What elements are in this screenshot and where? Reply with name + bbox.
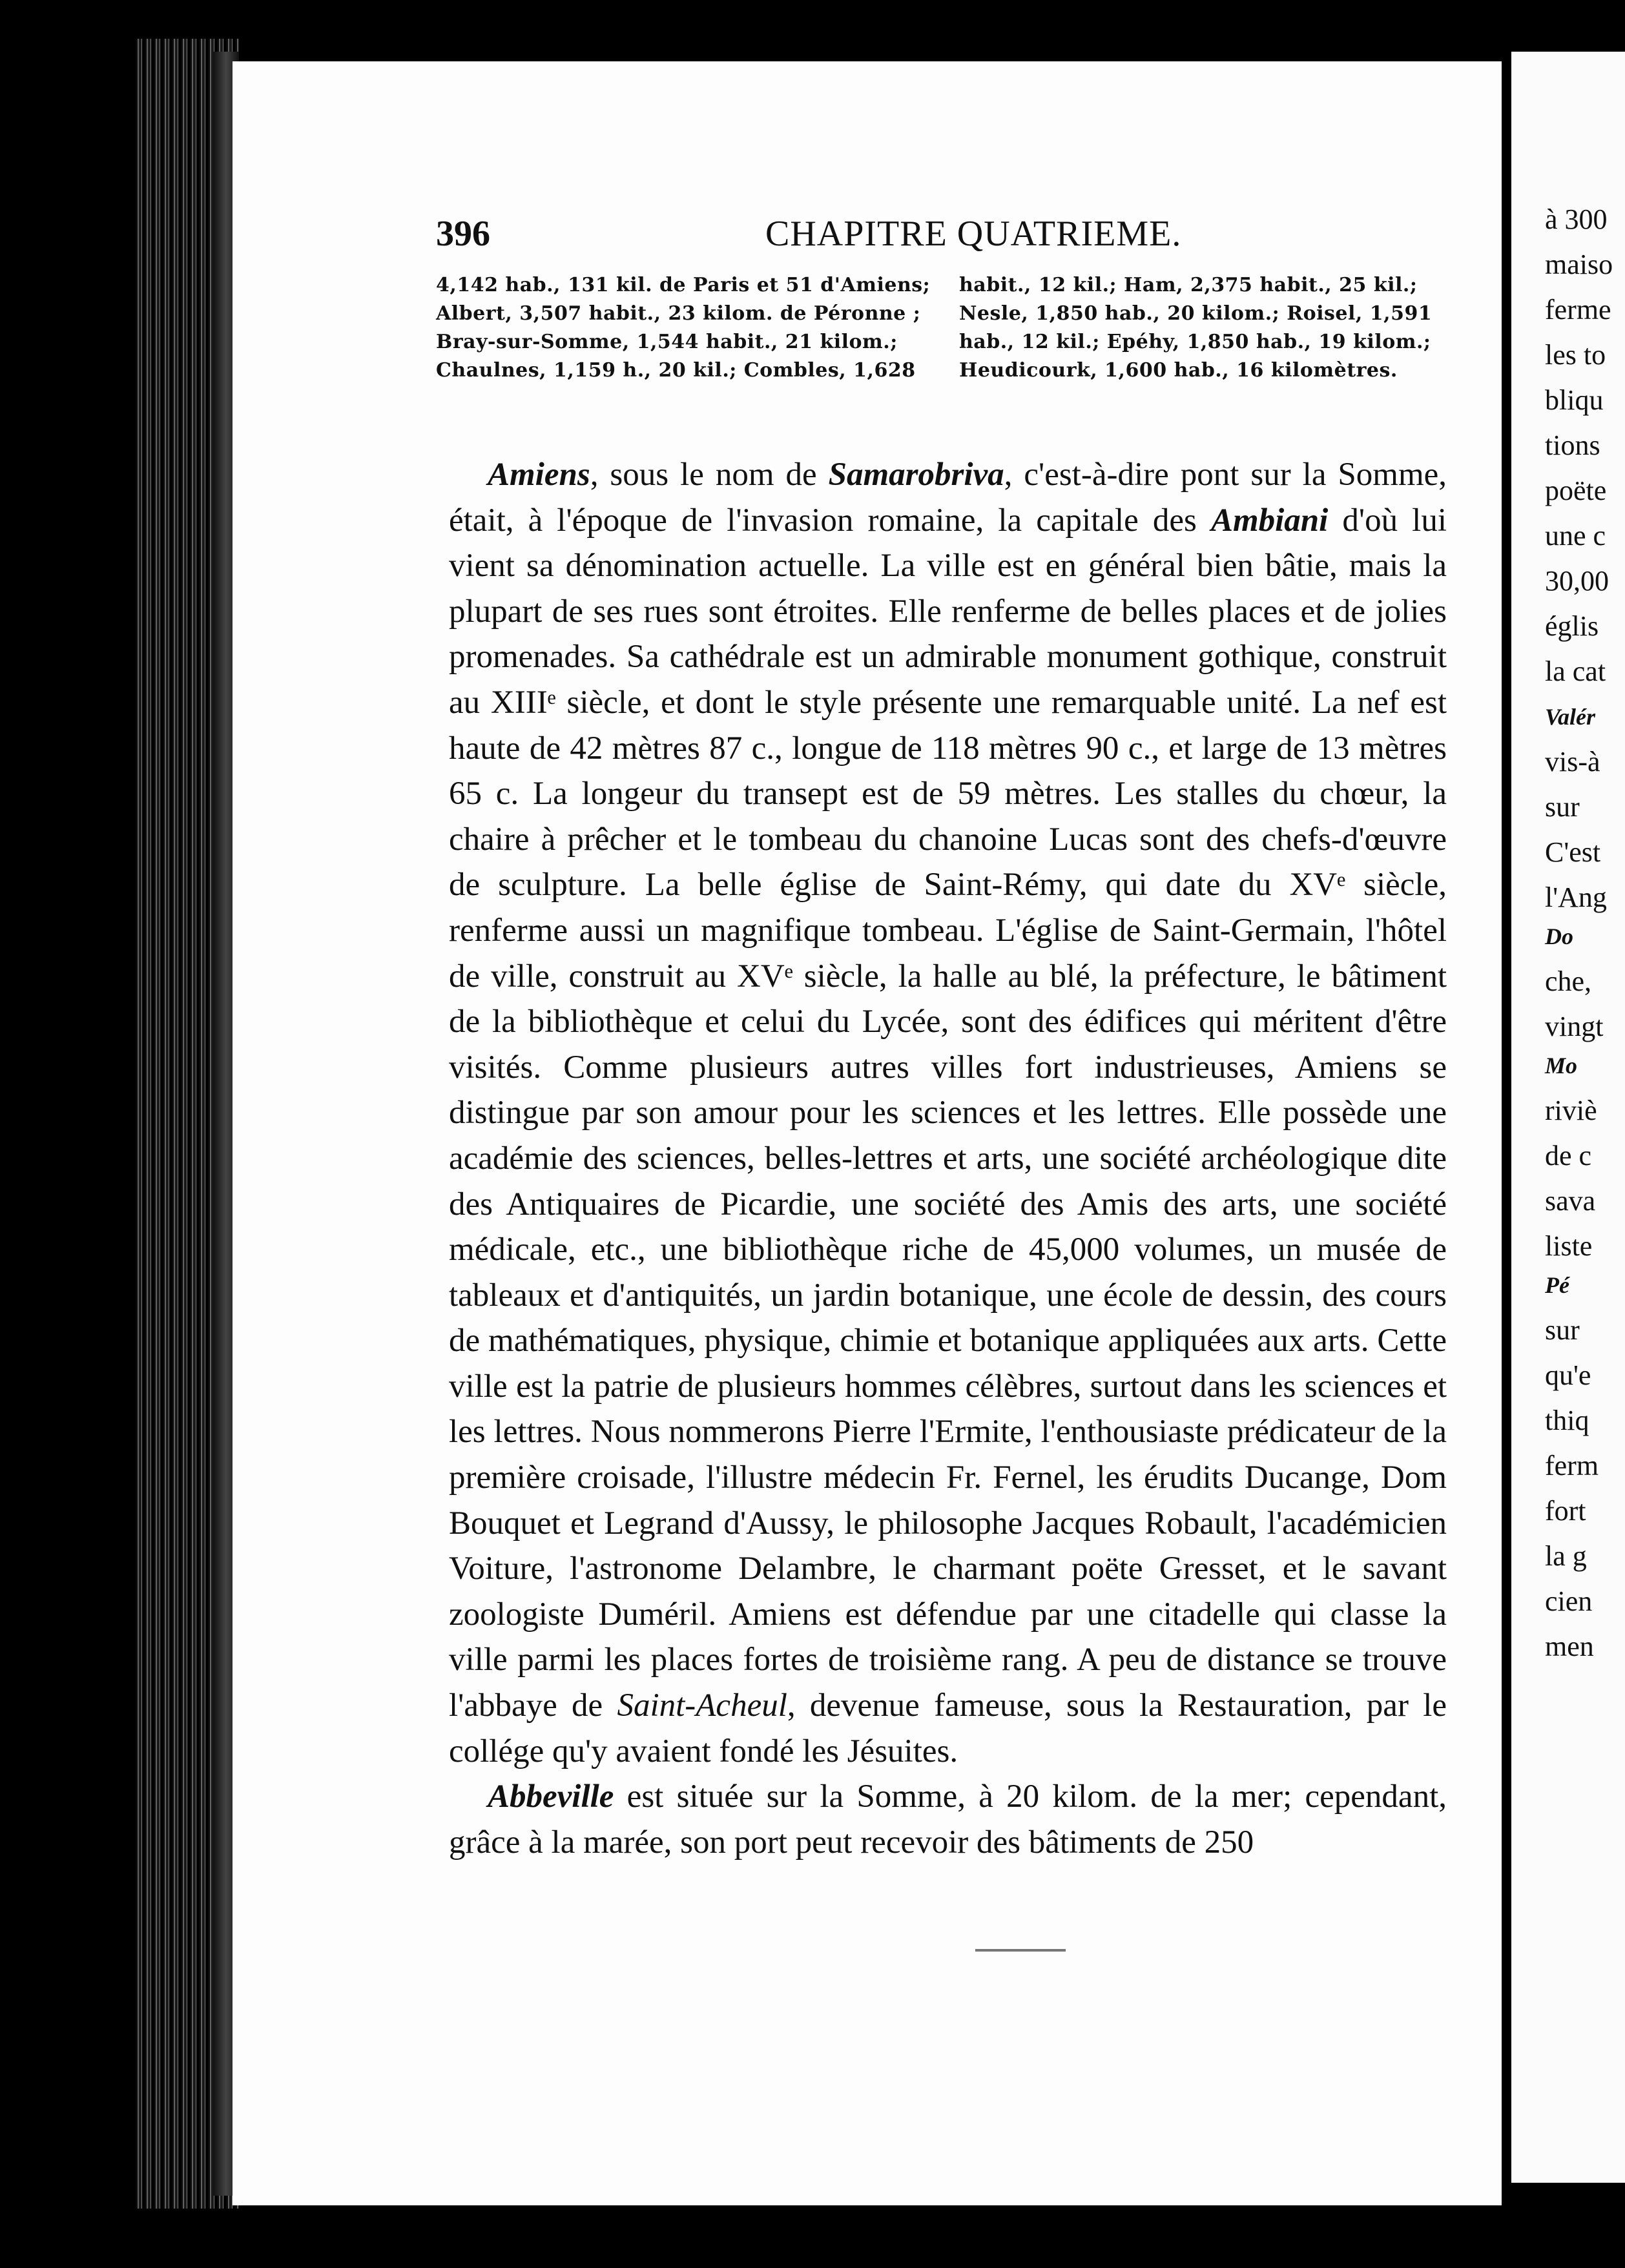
stats-line: habit., 12 kil.; Ham, 2,375 habit., 25 kil.; [959,274,1418,296]
adjacent-page-line: thiq [1545,1405,1589,1436]
place-name-samarobriva: Samarobriva [828,457,1004,493]
text-run: , c'est-à-dire pont sur la Somme, était, à l'époque de l'invasion romaine, la capitale des [449,457,1447,539]
adjacent-page-line: Do [1545,923,1573,949]
statistics-left-column [436,271,933,385]
paragraph-amiens [449,452,1447,1774]
place-name-amiens: Amiens [488,457,590,493]
adjacent-page-line: ferme [1545,294,1611,325]
adjacent-page-line: Pé [1545,1272,1569,1298]
adjacent-page-line: riviè [1545,1095,1597,1126]
adjacent-page-line: liste [1545,1230,1593,1262]
adjacent-page-line: la g [1545,1540,1587,1572]
stats-line: Albert, 3,507 habit., 23 kilom. de Péronne ; [436,302,921,325]
adjacent-page-line: vis-à [1545,746,1600,778]
stats-line: Heudicourk, 1,600 hab., 16 kilomètres. [959,359,1398,382]
adjacent-page-line: maiso [1545,249,1613,280]
statistics-right-column [959,271,1456,385]
adjacent-page-line: l'Ang [1545,881,1607,913]
adjacent-page-line: une c [1545,520,1606,552]
adjacent-page-fragment [1511,52,1625,2183]
page-header [436,213,1469,265]
stats-line: 4,142 hab., 131 kil. de Paris et 51 d'Amiens; [436,274,931,296]
place-name-abbeville: Abbeville [488,1778,614,1815]
printer-mark [975,1949,1066,1952]
adjacent-page-line: la cat [1545,655,1606,687]
adjacent-page-line: C'est [1545,836,1601,868]
text-run: , devenue fameuse, sous la Restauration, par le collége qu'y avaient fondé les Jésuites. [449,1687,1447,1769]
running-title: CHAPITRE QUATRIEME. [765,214,1182,254]
stats-line: hab., 12 kil.; Epéhy, 1,850 hab., 19 kilom.; [959,331,1431,353]
adjacent-page-line: Mo [1545,1053,1578,1078]
adjacent-page-line: églis [1545,610,1599,642]
place-name-saint-acheul: Saint-Acheul [617,1687,787,1724]
adjacent-page-line: che, [1545,965,1592,997]
stats-line: Bray-sur-Somme, 1,544 habit., 21 kilom.; [436,331,898,353]
adjacent-page-line: sava [1545,1185,1596,1217]
adjacent-page-line: men [1545,1631,1594,1662]
people-name-ambiani: Ambiani [1210,502,1329,539]
adjacent-page-line: ferm [1545,1450,1599,1481]
adjacent-page-line: poëte [1545,475,1607,506]
adjacent-page-line: Valér [1545,704,1596,730]
adjacent-page-line: fort [1545,1495,1586,1527]
stats-line: Chaulnes, 1,159 h., 20 kil.; Combles, 1,628 [436,359,916,382]
body-text [449,452,1447,1865]
adjacent-page-line: bliqu [1545,384,1604,416]
adjacent-page-line: sur [1545,791,1580,823]
paragraph-abbeville [449,1774,1447,1865]
adjacent-page-line: à 300 [1545,203,1608,235]
adjacent-page-line: sur [1545,1314,1580,1346]
adjacent-page-line: tions [1545,429,1600,461]
adjacent-page-line: 30,00 [1545,565,1609,597]
text-run: d'où lui vient sa dénomination actuelle. La ville est en général bien bâtie, mais la plupart de ses rues sont étroites. Elle renferme de belles places et de jolies promenades. Sa cathédrale est un admirable monument gothique, construit au XIIIᵉ siècle, et dont le style présente une remarquable unité. La nef est haute de 42 mètres 87 c., longue de 118 mètres 90 c., et large de 13 mètres 65 c. La longeur du transept est de 59 mètres. Les stalles du chœur, la chaire à prêcher et le tombeau du chanoine Lucas sont des chefs-d'œuvre de sculpture. La belle église de Saint-Rémy, qui date du XVᵉ siècle, renferme aussi un magnifique tombeau. L'église de Saint-Germain, l'hôtel de ville, construit au XVᵉ siècle, la halle au blé, la préfecture, le bâtiment de la bibliothèque et celui du Lycée, sont des édifices qui méritent d'être visités. Comme plusieurs autres villes fort industrieuses, Amiens se distingue par son amour pour les sciences et les lettres. Elle possède une académie des sciences, belles-lettres et arts, une société archéologique dite des Antiquaires de Picardie, une société des Amis des arts, une société médicale, etc., une bibliothèque riche de 45,000 volumes, un musée de tableaux et d'antiquités, un jardin botanique, une école de dessin, des cours de mathématiques, physique, chimie et botanique appliquées aux arts. Cette ville est la patrie de plusieurs hommes célèbres, surtout dans les sciences et les lettres. Nous nommerons Pierre l'Ermite, l'enthousiaste prédicateur de la première croisade, l'illustre médecin Fr. Fernel, les érudits Ducange, Dom Bouquet et Legrand d'Aussy, le philosophe Jacques Robault, l'académicien Voiture, l'astronome Delambre, le charmant poëte Gresset, et le savant zoologiste Duméril. Amiens est défendue par une citadelle qui classe la ville parmi les places fortes de troisième rang. A peu de distance se trouve l'abbaye de [449,502,1447,1724]
adjacent-page-line: les to [1545,339,1606,371]
text-run: est située sur la Somme, à 20 kilom. de la mer; cependant, grâce à la marée, son port peut recevoir des bâtiments de 250 [449,1778,1447,1861]
text-run: , sous le nom de [590,457,829,493]
adjacent-page-line: cien [1545,1585,1593,1617]
adjacent-page-line: de c [1545,1140,1592,1171]
adjacent-page-line: vingt [1545,1011,1604,1042]
adjacent-page-line: qu'e [1545,1359,1591,1391]
stats-line: Nesle, 1,850 hab., 20 kilom.; Roisel, 1,591 [959,302,1433,325]
page-number: 396 [436,214,490,254]
